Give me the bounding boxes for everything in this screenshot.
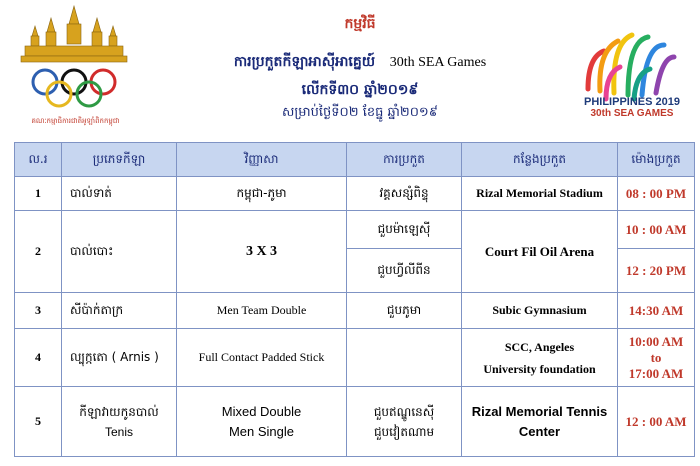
row-match bbox=[347, 329, 462, 387]
row-sport-kh: កីឡាវាយកូនបាល់ bbox=[79, 404, 159, 419]
table-row bbox=[15, 293, 695, 329]
row-time-separator: to bbox=[650, 349, 662, 365]
row-sport: ល្បុក្កតោ ( Arnis ) bbox=[62, 329, 177, 387]
title-competition bbox=[150, 52, 570, 73]
row-venue-line2: Center bbox=[518, 423, 561, 439]
header-time: ម៉ោងប្រកួត bbox=[618, 143, 695, 177]
row-event: កម្ពុជា-ភូមា bbox=[177, 177, 347, 211]
row-sport bbox=[62, 387, 177, 457]
row-match-first: ជួបម៉ាឡេស៊ី bbox=[347, 211, 462, 249]
row-match: វគ្គសន្សំពិន្ទុ bbox=[347, 177, 462, 211]
row-sport-en: Tenis bbox=[104, 424, 133, 439]
row-match-line2: ជួបវៀតណាម bbox=[373, 424, 435, 439]
row-match bbox=[347, 387, 462, 457]
row-event-line2: Men Single bbox=[228, 423, 295, 439]
table-row bbox=[15, 387, 695, 457]
header-sport: ប្រភេទកីឡា bbox=[62, 143, 177, 177]
page-header bbox=[0, 0, 700, 142]
sea-games-caption-country: PHILIPPINES 2019 bbox=[584, 96, 680, 108]
row-sport: បាល់បោះ bbox=[62, 211, 177, 293]
row-event: Full Contact Padded Stick bbox=[177, 329, 347, 387]
row-number: 4 bbox=[15, 329, 62, 387]
row-match-second: ជួបហ្វីលីពីន bbox=[347, 249, 462, 293]
row-match-line1: ជួបឥណ្ឌូនេស៊ី bbox=[373, 404, 435, 419]
table-header-row bbox=[15, 143, 695, 177]
row-time: 12 : 00 AM bbox=[618, 387, 695, 457]
title-program: កម្មវិធី bbox=[344, 16, 376, 32]
row-time: 14:30 AM bbox=[618, 293, 695, 329]
header-match: ការប្រកួត bbox=[347, 143, 462, 177]
row-number: 3 bbox=[15, 293, 62, 329]
row-time-start: 10:00 AM bbox=[628, 333, 684, 349]
header-event: វិញ្ញាសា bbox=[177, 143, 347, 177]
table-row bbox=[15, 329, 695, 387]
row-venue-line1: Rizal Memorial Tennis bbox=[471, 403, 608, 419]
row-venue: Rizal Memorial Stadium bbox=[462, 177, 618, 211]
title-date: សម្រាប់ថ្ងៃទី០២ ខែធ្នូ ឆ្នាំ២០១៩ bbox=[282, 105, 438, 120]
header-venue: កន្លែងប្រកួត bbox=[462, 143, 618, 177]
row-venue-line1: SCC, Angeles bbox=[504, 339, 575, 354]
row-event: Men Team Double bbox=[177, 293, 347, 329]
row-number: 1 bbox=[15, 177, 62, 211]
title-edition: លើកទី៣០ ឆ្នាំ២០១៩ bbox=[301, 82, 419, 98]
row-time: 08 : 00 PM bbox=[618, 177, 695, 211]
sea-games-caption-edition: 30th SEA GAMES bbox=[590, 108, 674, 119]
row-venue: Court Fil Oil Arena bbox=[462, 211, 618, 293]
row-venue bbox=[462, 329, 618, 387]
row-time bbox=[618, 329, 695, 387]
row-time-first: 10 : 00 AM bbox=[618, 211, 695, 249]
header-number: ល.រ bbox=[15, 143, 62, 177]
row-event: 3 X 3 bbox=[177, 211, 347, 293]
schedule-table bbox=[14, 142, 695, 457]
table-row bbox=[15, 177, 695, 211]
title-competition-en: 30th SEA Games bbox=[389, 55, 487, 70]
row-number: 2 bbox=[15, 211, 62, 293]
row-venue: Subic Gymnasium bbox=[462, 293, 618, 329]
row-sport: បាល់ទាត់ bbox=[62, 177, 177, 211]
row-venue-line2: University foundation bbox=[483, 361, 596, 376]
row-event bbox=[177, 387, 347, 457]
row-number: 5 bbox=[15, 387, 62, 457]
cambodia-olympic-committee-logo bbox=[15, 4, 133, 122]
row-match: ជួបភូមា bbox=[347, 293, 462, 329]
row-event-line1: Mixed Double bbox=[221, 403, 302, 419]
row-venue bbox=[462, 387, 618, 457]
row-sport: សីប៉ាក់តាក្រ bbox=[62, 293, 177, 329]
left-logo-caption: គណៈកម្មាធិការជាតិអូឡាំពិកកម្ពុជា bbox=[31, 117, 120, 125]
table-row bbox=[15, 211, 695, 249]
row-time-end: 17:00 AM bbox=[628, 365, 684, 381]
title-competition-kh: ការប្រកួតកីឡាអាស៊ីអាគ្នេយ៍ bbox=[233, 54, 376, 70]
row-time-second: 12 : 20 PM bbox=[618, 249, 695, 293]
